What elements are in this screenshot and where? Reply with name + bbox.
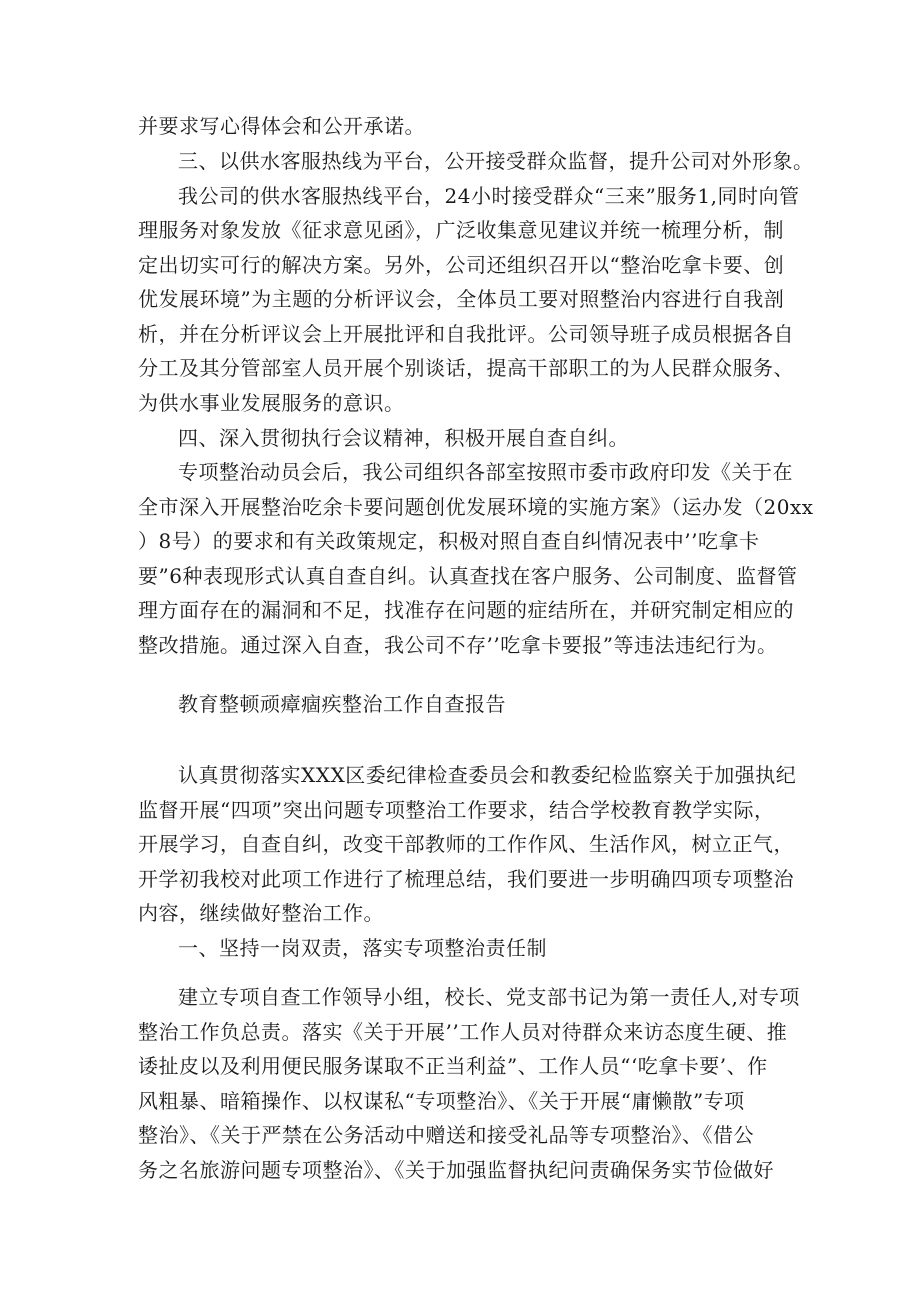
document-title: 教育整顿顽瘴痼疾整治工作自查报告 xyxy=(178,692,506,716)
text-line: 整治工作负总责。落实《关于开展’’工作人员对待群众来访态度生硬、推 xyxy=(138,1020,788,1044)
text-line: 为供水事业发展服务的意识。 xyxy=(138,391,405,415)
section-heading: 四、深入贯彻执行会议精神，积极开展自查自纠。 xyxy=(178,426,629,450)
text-line: 理方面存在的漏洞和不足，找准存在问题的症结所在，并研究制定相应的 xyxy=(138,598,794,622)
text-line: 专项整治动员会后，我公司组织各部室按照市委市政府印发《关于在 xyxy=(178,460,793,484)
text-line: 并要求写心得体会和公开承诺。 xyxy=(138,114,425,138)
text-line: 建立专项自查工作领导小组，校长、党支部书记为第一责任人,对专项 xyxy=(178,985,800,1009)
text-line: 开学初我校对此项工作进行了梳理总结，我们要进一步明确四项专项整治 xyxy=(138,867,794,891)
text-line: 风粗暴、暗箱操作、以权谋私“专项整治》、《关于开展“庸懒散”专项 xyxy=(138,1089,745,1113)
section-heading: 三、以供水客服热线为平台，公开接受群众监督，提升公司对外形象。 xyxy=(178,149,814,173)
text-line: 定出切实可行的解决方案。另外，公司还组织召开以“整治吃拿卡要、创 xyxy=(138,253,785,277)
text-line: 理服务对象发放《征求意见函》，广泛收集意见建议并统一梳理分析，制 xyxy=(138,218,784,242)
text-line: 监督开展“四项”突出问题专项整治工作要求，结合学校教育教学实际， xyxy=(138,798,775,822)
section-heading: 一、坚持一岗双责，落实专项整治责任制 xyxy=(178,936,547,960)
text-line: 分工及其分管部室人员开展个别谈话，提高干部职工的为人民群众服务、 xyxy=(138,356,794,380)
text-line: 优发展环境”为主题的分析评议会，全体员工要对照整治内容进行自我剖 xyxy=(138,287,785,311)
text-line: 要”6种表现形式认真自查自纠。认真查找在客户服务、公司制度、监督管 xyxy=(138,564,798,588)
text-line: 诿扯皮以及利用便民服务谋取不正当利益”、工作人员“‘吃拿卡要’、作 xyxy=(138,1054,768,1078)
text-line: 全市深入开展整治吃余卡要问题创优发展环境的实施方案》（运办发（20xx xyxy=(138,495,814,519)
text-line: 析，并在分析评议会上开展批评和自我批评。公司领导班子成员根据各自 xyxy=(138,322,794,346)
text-line: ）8号）的要求和有关政策规定，积极对照自查自纠情况表中’’吃拿卡 xyxy=(138,529,760,553)
text-line: 整改措施。通过深入自查，我公司不存’’吃拿卡要报”等违法违纪行为。 xyxy=(138,633,778,657)
text-line: 我公司的供水客服热线平台，24小时接受群众“三来”服务1,同时向管 xyxy=(178,184,800,208)
text-line: 认真贯彻落实XXX区委纪律检查委员会和教委纪检监察关于加强执纪 xyxy=(178,763,797,787)
text-line: 整治》、《关于严禁在公务活动中赠送和接受礼品等专项整治》、《借公 xyxy=(138,1123,754,1147)
text-line: 务之名旅游问题专项整治》、《关于加强监督执纪问责确保务实节俭做好 xyxy=(138,1158,774,1182)
text-line: 内容，继续做好整治工作。 xyxy=(138,901,384,925)
text-line: 开展学习，自查自纠，改变干部教师的工作作风、生活作风，树立正气， xyxy=(138,832,794,856)
